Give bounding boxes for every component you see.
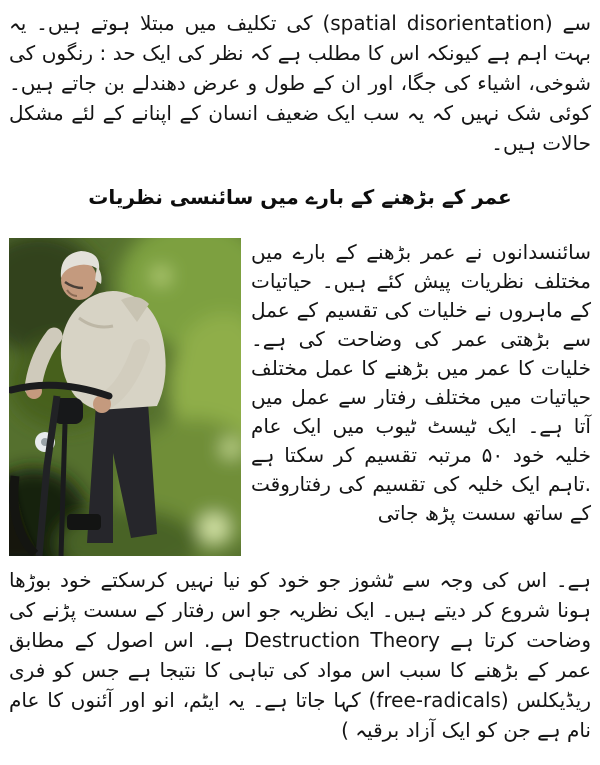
intro-paragraph: سے (spatial disorientation) کی تکلیف میں مبتلا ہوتے ہیں۔ یہ بہت اہم ہے کیونکہ اس کا مطلب ہے کہ نظر کی ایک حد : رنگوں کی شوخی، اشیاء کی جگا، اور ان کے طول و عرض دھندلے بن جاتے ہیں۔ کوئی شک نہیں کہ یہ سب ایک ضعیف انسان کے اپنانے کے لئے مشکل حالات ہیں۔ (9, 11, 592, 155)
elderly-man-bicycle-illustration (9, 238, 241, 556)
closing-paragraph: ہے۔ اس کی وجہ سے ٹشوز جو خود کو نیا نہیں کرسکتے خود بوڑھا ہونا شروع کر دیتے ہیں۔ ایک نظریہ جو اس رفتار کے سست پڑنے کی وضاحت کرتا ہے Destruction Theory ہے. اس اصول کے مطابق عمر کے بڑھنے کا سبب اس مواد کی تباہی کا نتیجا ہے جس کو فری ریڈیکلس (free-radicals) کہا جاتا ہے۔ یہ ایٹم، انو اور آئنوں کا عام نام ہے جن کو ایک آزاد برقیہ ‎(‎ (9, 568, 591, 742)
text-photo-columns (9, 238, 591, 556)
article-photo (9, 238, 241, 556)
photo-side-paragraph: سائنسدانوں نے عمر بڑھنے کے بارے میں مختلف نظریات پیش کئے ہیں۔ حیاتیات کے ماہروں نے خلیات کی تقسیم کے عمل سے بڑھتی عمر کی وضاحت کی ہے۔ خلیات کا عمر میں بڑھنے کا عمل مختلف حیاتیات میں مختلف رفتار سے عمل میں آتا ہے۔ ایک ٹیسٹ ٹیوب میں ایک عام خلیہ خود ۵۰ مرتبہ تقسیم کر سکتا ہے .تاہم ایک خلیہ کی تقسیم کی رفتاروقت کے ساتھ سست پڑھ جاتی (251, 240, 591, 525)
section-heading: عمر کے بڑھنے کے بارے میں سائنسی نظریات (88, 185, 512, 209)
